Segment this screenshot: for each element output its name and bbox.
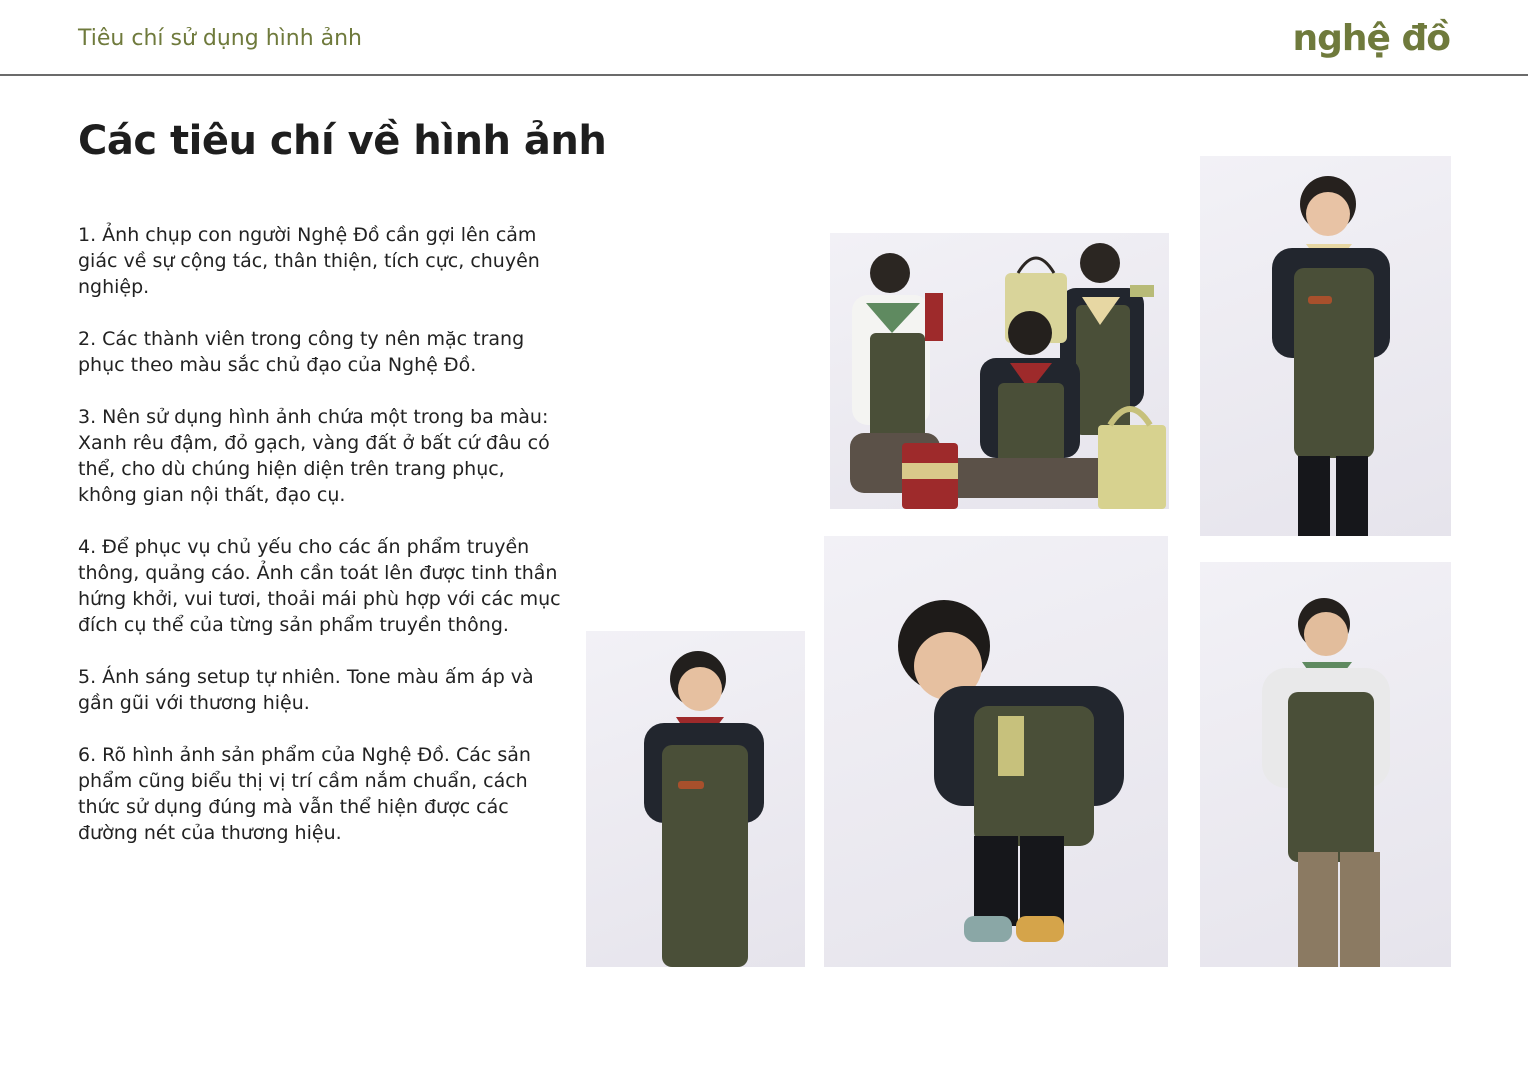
page-title: Các tiêu chí về hình ảnh — [78, 118, 607, 164]
criteria-item: 4. Để phục vụ chủ yếu cho các ấn phẩm truyền thông, quảng cáo. Ảnh cần toát lên được tinh thần hứng khởi, vui tươi, thoải mái phù hợp với các mục đích cụ thể của từng sản phẩm truyền thông. — [78, 536, 561, 636]
criteria-item: 1. Ảnh chụp con người Nghệ Đồ cần gợi lên cảm giác về sự cộng tác, thân thiện, tích cực, chuyên nghiệp. — [78, 224, 540, 298]
portrait-photo — [824, 536, 1168, 967]
criteria-item: 3. Nên sử dụng hình ảnh chứa một trong ba màu: Xanh rêu đậm, đỏ gạch, vàng đất ở bất cứ đâu có thể, cho dù chúng hiện diện trên trang phục, không gian nội thất, đạo cụ. — [78, 406, 550, 506]
header-title: Tiêu chí sử dụng hình ảnh — [78, 26, 363, 51]
brand-logo: nghệ đồ — [1292, 18, 1450, 59]
portrait-photo — [586, 631, 805, 967]
portrait-photo — [1200, 562, 1451, 967]
group-photo — [830, 233, 1169, 509]
portrait-photo — [1200, 156, 1451, 536]
criteria-item: 5. Ánh sáng setup tự nhiên. Tone màu ấm áp và gần gũi với thương hiệu. — [78, 666, 534, 714]
criteria-item: 6. Rõ hình ảnh sản phẩm của Nghệ Đồ. Các sản phẩm cũng biểu thị vị trí cầm nắm chuẩn, cách thức sử dụng đúng mà vẫn thể hiện được các đường nét của thương hiệu. — [78, 744, 531, 844]
header-divider — [0, 74, 1528, 76]
criteria-list — [78, 222, 568, 872]
criteria-item: 2. Các thành viên trong công ty nên mặc trang phục theo màu sắc chủ đạo của Nghệ Đồ. — [78, 328, 525, 376]
